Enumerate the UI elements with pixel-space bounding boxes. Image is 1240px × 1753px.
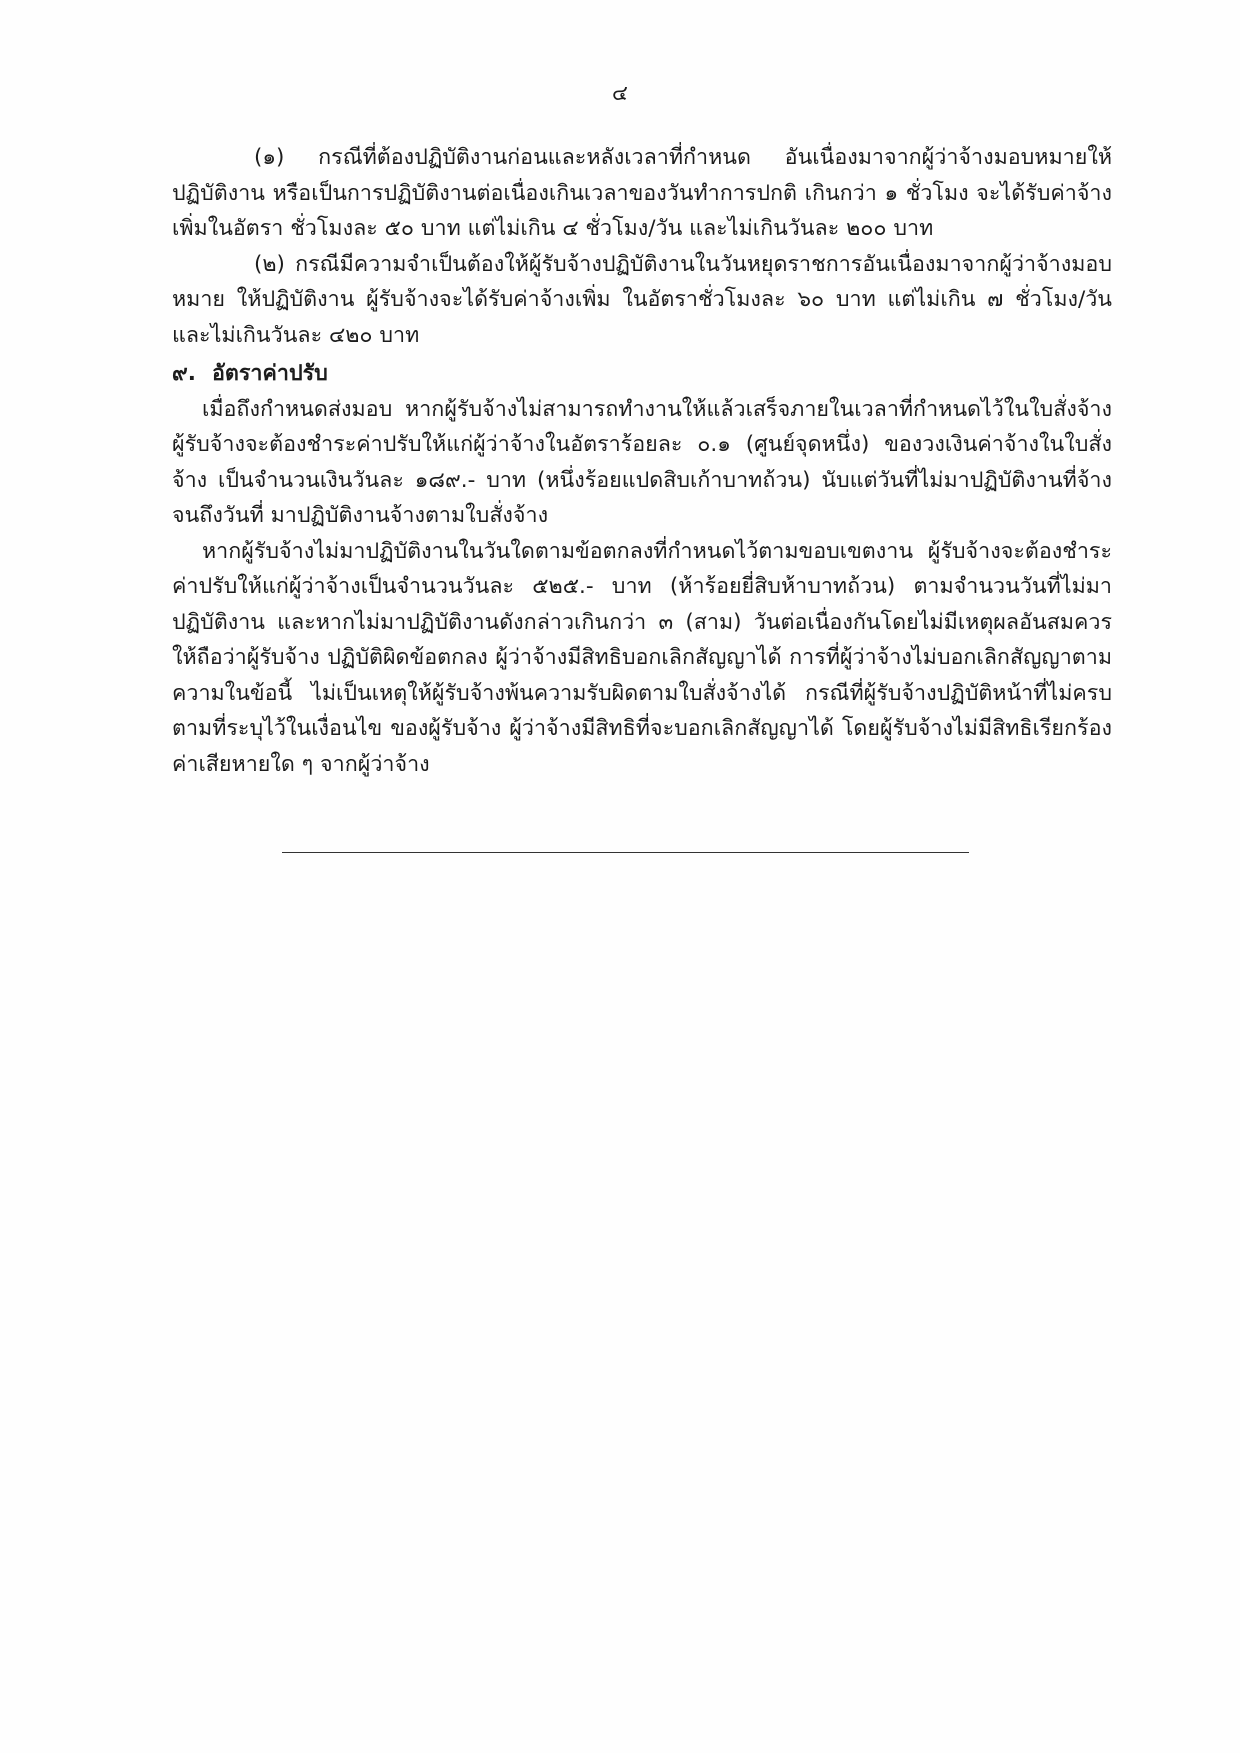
section-9-heading (172, 356, 1112, 392)
overtime-item-2: (๒) กรณีมีความจำเป็นต้องให้ผู้รับจ้างปฏิบัติงานในวันหยุดราชการอันเนื่องมาจากผู้ว่าจ้างมอบหมาย ให้ปฏิบัติงาน ผู้รับจ้างจะได้รับค่าจ้างเพิ่ม ในอัตราชั่วโมงละ ๖๐ บาท แต่ไม่เกิน ๗ ชั่วโมง/วัน และไม่เกินวันละ ๔๒๐ บาท (172, 251, 1112, 348)
section-9-number: ๙. (172, 361, 196, 386)
overtime-item-1: (๑) กรณีที่ต้องปฏิบัติงานก่อนและหลังเวลาที่กำหนด อันเนื่องมาจากผู้ว่าจ้างมอบหมายให้ปฏิบัติงาน หรือเป็นการปฏิบัติงานต่อเนื่องเกินเวลาของวันทำการปกติ เกินกว่า ๑ ชั่วโมง จะได้รับค่าจ้างเพิ่มในอัตรา ชั่วโมงละ ๕๐ บาท แต่ไม่เกิน ๔ ชั่วโมง/วัน และไม่เกินวันละ ๒๐๐ บาท (172, 145, 1112, 241)
document-body (172, 140, 1112, 782)
section-9-paragraph-2: หากผู้รับจ้างไม่มาปฏิบัติงานในวันใดตามข้อตกลงที่กำหนดไว้ตามขอบเขตงาน ผู้รับจ้างจะต้องชำระ ค่าปรับให้แก่ผู้ว่าจ้างเป็นจำนวนวันละ ๕๒๕.- บาท (ห้าร้อยยี่สิบห้าบาทถ้วน) ตามจำนวนวันที่ไม่มาปฏิบัติงาน และหากไม่มาปฏิบัติงานดังกล่าวเกินกว่า ๓ (สาม) วันต่อเนื่องกันโดยไม่มีเหตุผลอันสมควร ให้ถือว่าผู้รับจ้าง ปฏิบัติผิดข้อตกลง ผู้ว่าจ้างมีสิทธิบอกเลิกสัญญาได้ การที่ผู้ว่าจ้างไม่บอกเลิกสัญญาตามความในข้อนี้ ไม่เป็นเหตุให้ผู้รับจ้างพ้นความรับผิดตามใบสั่งจ้างได้ กรณีที่ผู้รับจ้างปฏิบัติหน้าที่ไม่ครบตามที่ระบุไว้ในเงื่อนไข ของผู้รับจ้าง ผู้ว่าจ้างมีสิทธิที่จะบอกเลิกสัญญาได้ โดยผู้รับจ้างไม่มีสิทธิเรียกร้องค่าเสียหายใด ๆ จากผู้ว่าจ้าง (172, 538, 1112, 777)
page-number: ๔ (612, 81, 628, 105)
section-9-title: อัตราค่าปรับ (212, 361, 328, 386)
section-9-paragraph-1: เมื่อถึงกำหนดส่งมอบ หากผู้รับจ้างไม่สามารถทำงานให้แล้วเสร็จภายในเวลาที่กำหนดไว้ในใบสั่งจ้าง ผู้รับจ้างจะต้องชำระค่าปรับให้แก่ผู้ว่าจ้างในอัตราร้อยละ ๐.๑ (ศูนย์จุดหนึ่ง) ของวงเงินค่าจ้างในใบสั่งจ้าง เป็นจำนวนเงินวันละ ๑๘๙.- บาท (หนึ่งร้อยแปดสิบเก้าบาทถ้วน) นับแต่วันที่ไม่มาปฏิบัติงานที่จ้างจนถึงวันที่ มาปฏิบัติงานจ้างตามใบสั่งจ้าง (172, 396, 1112, 528)
closing-rule (282, 852, 969, 853)
